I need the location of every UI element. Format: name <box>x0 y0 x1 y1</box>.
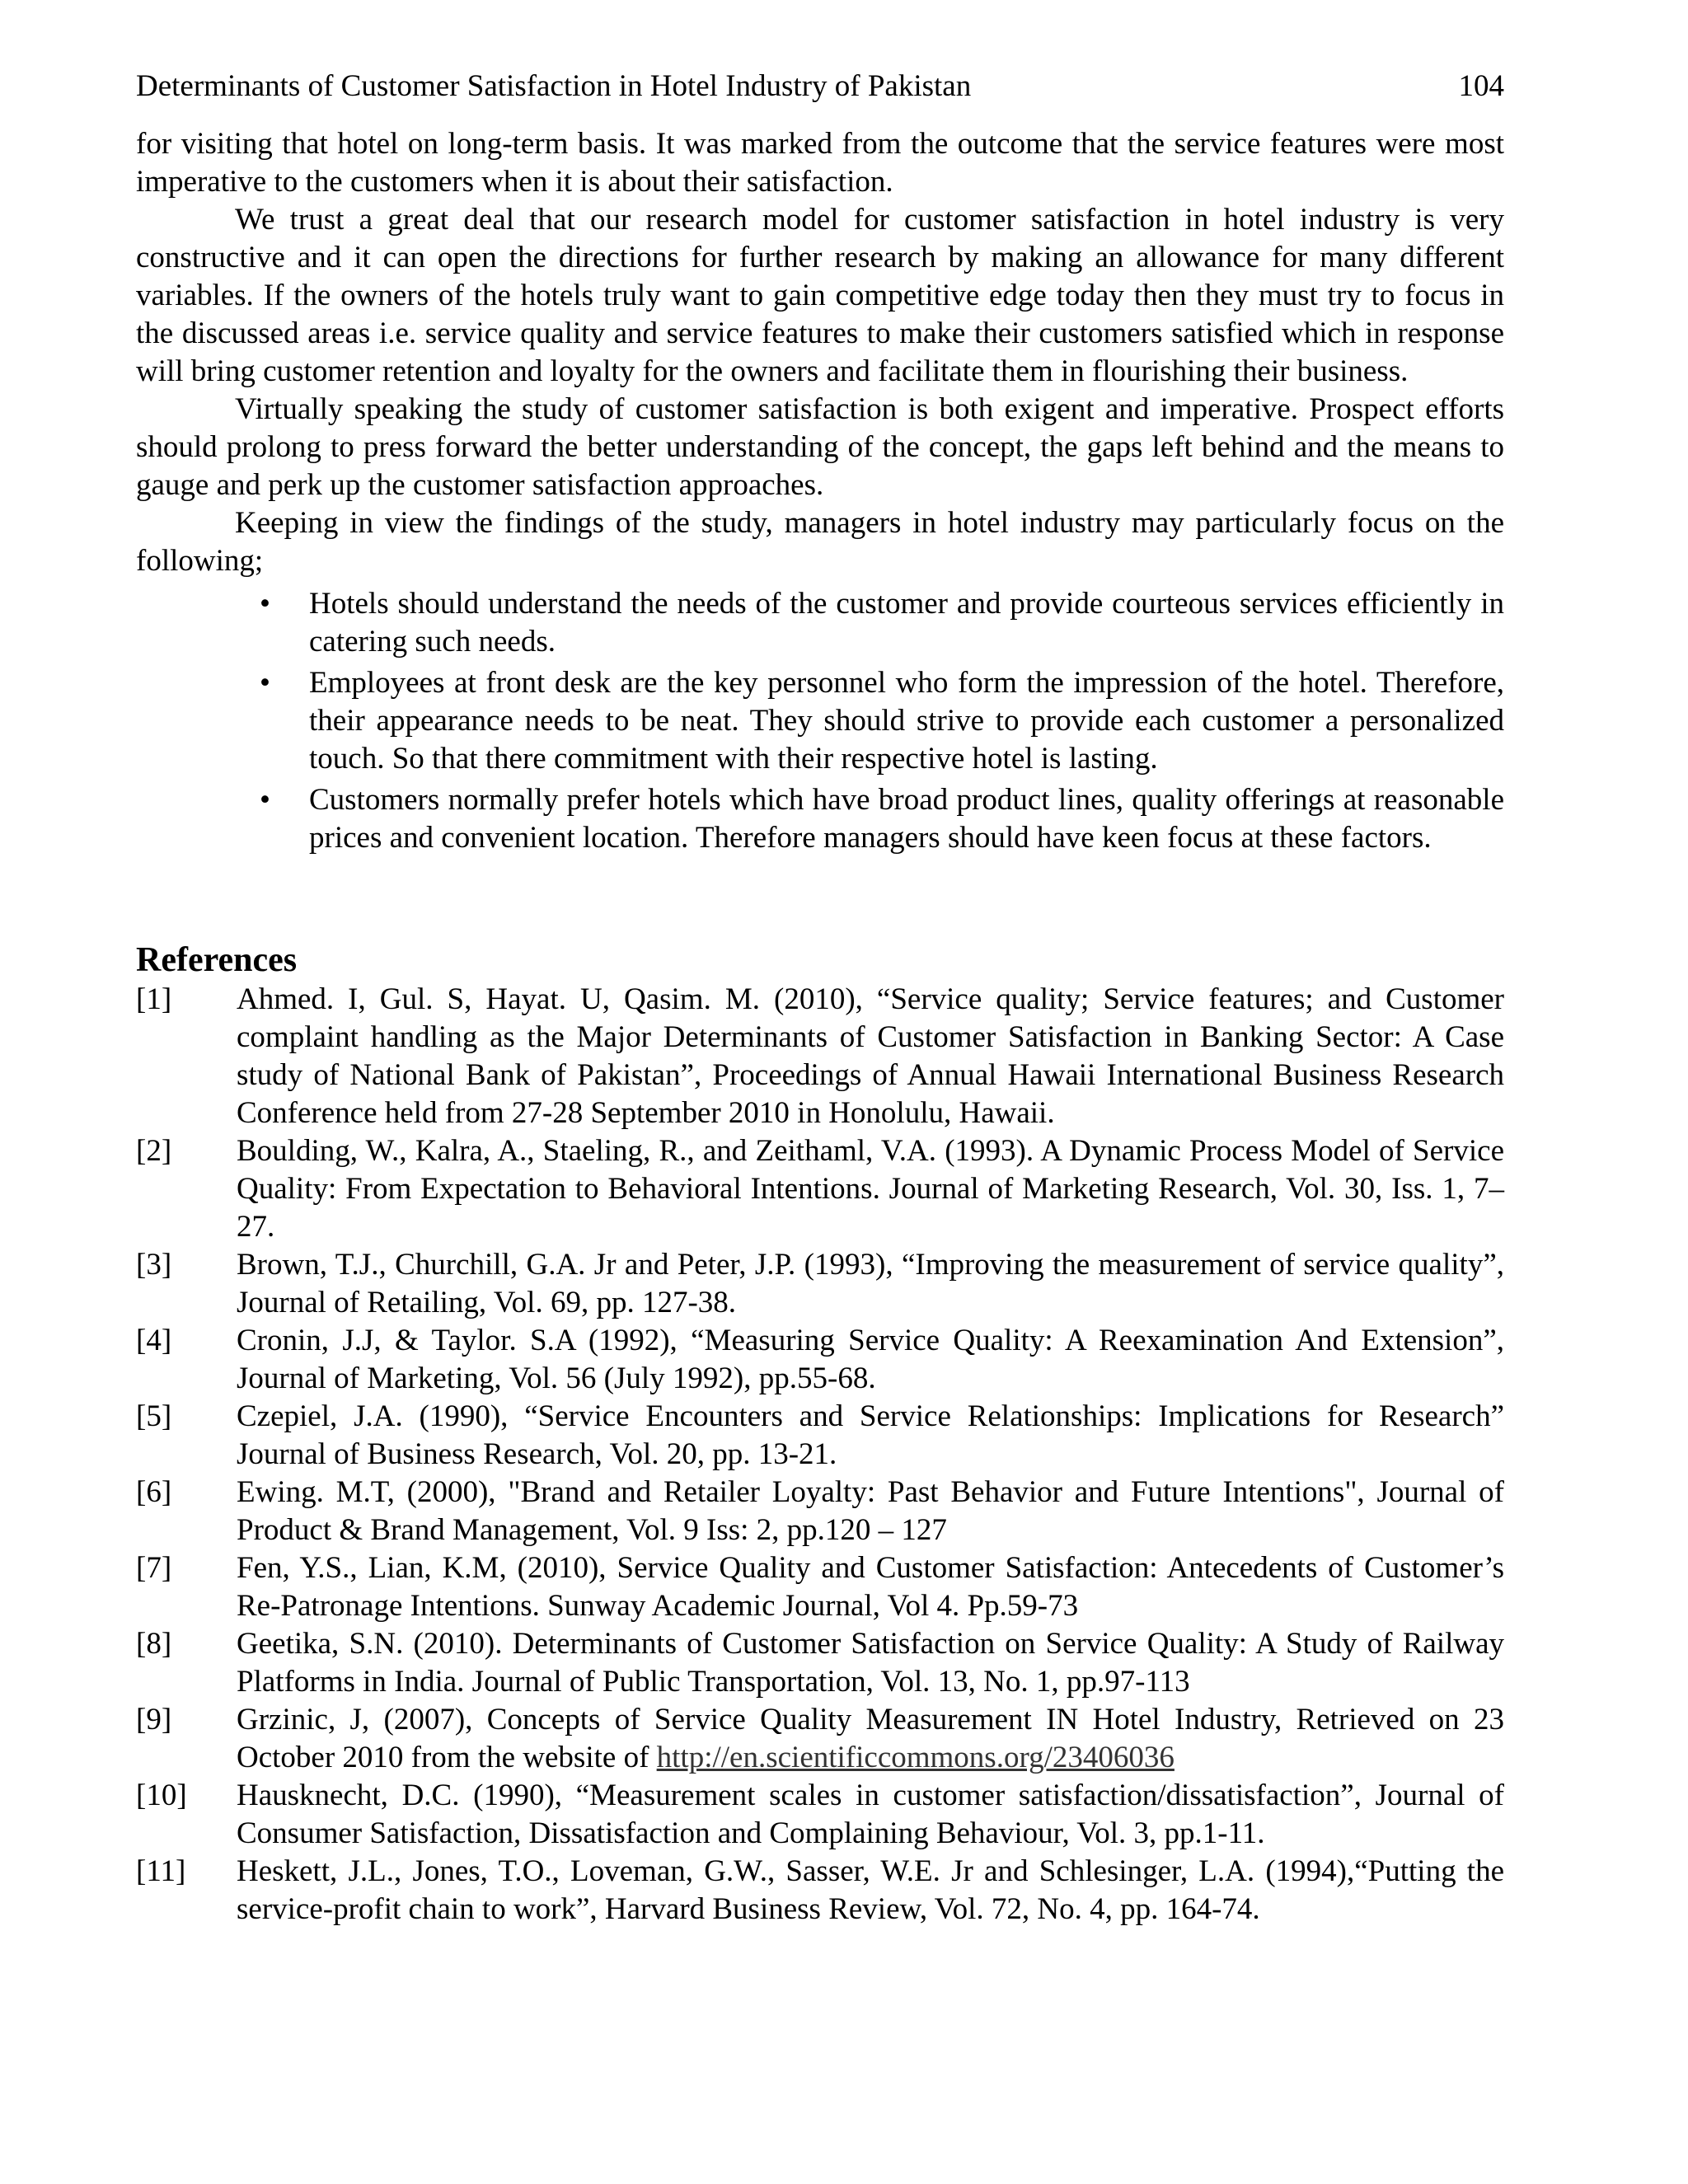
running-title: Determinants of Customer Satisfaction in Hotel Industry of Pakistan <box>136 69 972 103</box>
paragraph-findings-intro: Keeping in view the findings of the study, managers in hotel industry may particularly focus on the following; <box>136 506 1504 578</box>
reference-item <box>136 1701 1504 1777</box>
reference-item <box>136 1853 1504 1929</box>
list-item <box>136 585 1504 661</box>
reference-number: [3] <box>136 1248 172 1282</box>
reference-url-link[interactable]: http://en.scientificcommons.org/23406036 <box>656 1741 1175 1774</box>
reference-text: Grzinic, J, (2007), Concepts of Service Quality Measurement IN Hotel Industry, Retrieved on 23 October 2010 from the website of <box>237 1703 1504 1774</box>
list-item-text: Hotels should understand the needs of the customer and provide courteous services efficiently in catering such needs. <box>309 587 1504 658</box>
running-header <box>136 68 1504 105</box>
reference-item <box>136 1322 1504 1398</box>
reference-number: [11] <box>136 1854 186 1888</box>
reference-text: Ahmed. I, Gul. S, Hayat. U, Qasim. M. (2010), “Service quality; Service features; and Customer complaint handling as the Major Determinants of Customer Satisfaction in Banking Sector: A Case study of National Bank of Pakistan”, Proceedings of Annual Hawaii International Business Research Conference held from 27-28 September 2010 in Honolulu, Hawaii. <box>237 982 1504 1130</box>
reference-text: Czepiel, J.A. (1990), “Service Encounters and Service Relationships: Implications for Research” Journal of Business Research, Vol. 20, pp. 13-21. <box>237 1399 1504 1471</box>
reference-text: Brown, T.J., Churchill, G.A. Jr and Peter, J.P. (1993), “Improving the measurement of service quality”, Journal of Retailing, Vol. 69, pp. 127-38. <box>237 1248 1504 1319</box>
references-heading: References <box>136 941 298 979</box>
bullet-icon: • <box>260 587 270 621</box>
list-item-text: Customers normally prefer hotels which have broad product lines, quality offerings at reasonable prices and convenient location. Therefore managers should have keen focus at these factors. <box>309 783 1504 855</box>
references-list <box>136 981 1504 1929</box>
paragraph-research-model: We trust a great deal that our research model for customer satisfaction in hotel industry is very constructive and it can open the directions for further research by making an allowance for many different variables. If the owners of the hotels truly want to gain competitive edge today then they must try to focus in the discussed areas i.e. service quality and service features to make their customers satisfied which in response will bring customer retention and loyalty for the owners and facilitate them in flourishing their business. <box>136 203 1504 388</box>
reference-text: Hausknecht, D.C. (1990), “Measurement scales in customer satisfaction/dissatisfaction”, Journal of Consumer Satisfaction, Dissatisfaction and Complaining Behaviour, Vol. 3, pp.1-11. <box>237 1779 1504 1850</box>
reference-text: Cronin, J.J, & Taylor. S.A (1992), “Measuring Service Quality: A Reexamination And Extension”, Journal of Marketing, Vol. 56 (July 1992), pp.55-68. <box>237 1324 1504 1395</box>
reference-item <box>136 981 1504 1132</box>
reference-item <box>136 1549 1504 1625</box>
reference-item <box>136 1474 1504 1549</box>
reference-item <box>136 1246 1504 1322</box>
paragraph-continuation: for visiting that hotel on long-term basis. It was marked from the outcome that the service features were most imperative to the customers when it is about their satisfaction. <box>136 127 1504 199</box>
reference-item <box>136 1132 1504 1246</box>
reference-number: [8] <box>136 1627 172 1661</box>
reference-item <box>136 1777 1504 1853</box>
bullet-icon: • <box>260 783 270 817</box>
list-item-text: Employees at front desk are the key personnel who form the impression of the hotel. Therefore, their appearance needs to be neat. They should strive to provide each customer a personalized touch. So that there commitment with their respective hotel is lasting. <box>309 666 1504 776</box>
reference-text: Ewing. M.T, (2000), "Brand and Retailer Loyalty: Past Behavior and Future Intentions", Journal of Product & Brand Management, Vol. 9 Iss: 2, pp.120 – 127 <box>237 1475 1504 1547</box>
reference-text: Heskett, J.L., Jones, T.O., Loveman, G.W., Sasser, W.E. Jr and Schlesinger, L.A. (1994),“Putting the service-profit chain to work”, Harvard Business Review, Vol. 72, No. 4, pp. 164-74. <box>237 1854 1504 1926</box>
reference-number: [1] <box>136 982 172 1016</box>
reference-number: [2] <box>136 1134 172 1168</box>
reference-text: Geetika, S.N. (2010). Determinants of Customer Satisfaction on Service Quality: A Study of Railway Platforms in India. Journal of Public Transportation, Vol. 13, No. 1, pp.97-113 <box>237 1627 1504 1699</box>
reference-text: Boulding, W., Kalra, A., Staeling, R., and Zeithaml, V.A. (1993). A Dynamic Process Model of Service Quality: From Expectation to Behavioral Intentions. Journal of Marketing Research, Vol. 30, Iss. 1, 7–27. <box>237 1134 1504 1244</box>
list-item <box>136 781 1504 857</box>
reference-item <box>136 1398 1504 1474</box>
bullet-icon: • <box>260 666 270 700</box>
page-number: 104 <box>1458 69 1504 103</box>
reference-number: [10] <box>136 1779 187 1812</box>
reference-number: [9] <box>136 1703 172 1736</box>
reference-number: [6] <box>136 1475 172 1509</box>
list-item <box>136 664 1504 778</box>
reference-number: [5] <box>136 1399 172 1433</box>
reference-item <box>136 1625 1504 1701</box>
recommendations-list <box>136 585 1504 857</box>
reference-text: Fen, Y.S., Lian, K.M, (2010), Service Quality and Customer Satisfaction: Antecedents of Customer’s Re-Patronage Intentions. Sunway Academic Journal, Vol 4. Pp.59-73 <box>237 1551 1504 1623</box>
page <box>136 68 1504 1929</box>
paragraph-virtually-speaking: Virtually speaking the study of customer satisfaction is both exigent and imperative. Prospect efforts should prolong to press forward the better understanding of the concept, the gaps left behind and the means to gauge and perk up the customer satisfaction approaches. <box>136 392 1504 502</box>
reference-number: [7] <box>136 1551 172 1585</box>
reference-number: [4] <box>136 1324 172 1357</box>
